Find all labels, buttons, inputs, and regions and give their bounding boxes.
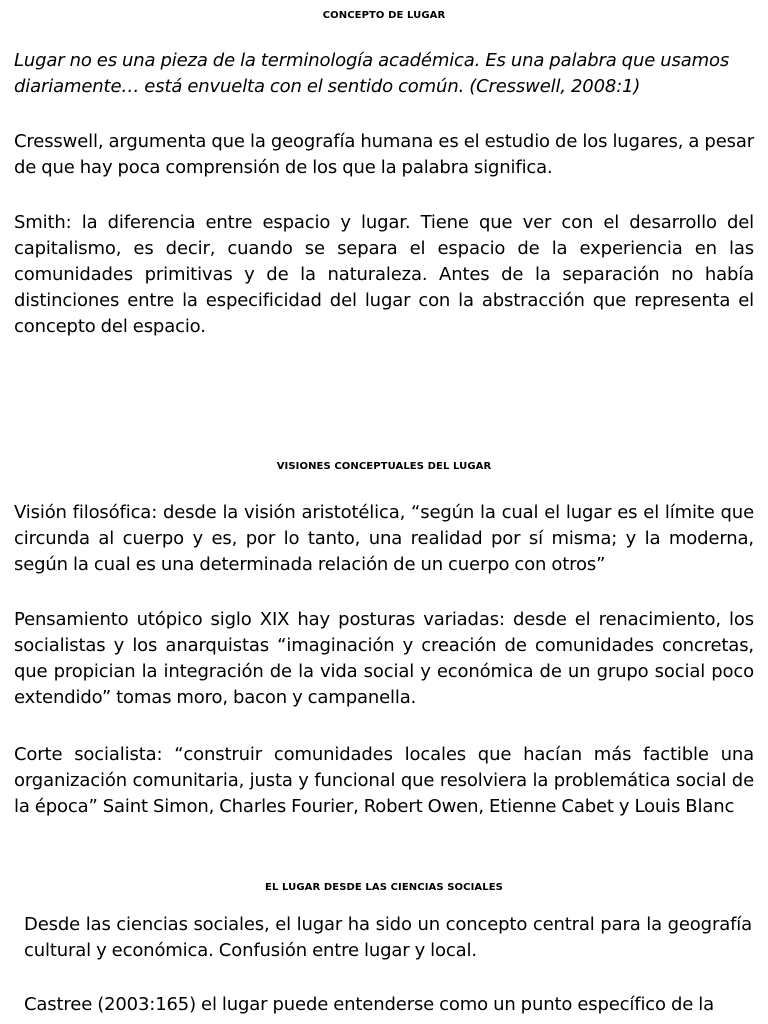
body-paragraph: Visión filosófica: desde la visión aristotélica, “según la cual el lugar es el límite que circunda al cuerpo y es, por lo tanto, una realidad por sí misma; y la moderna, según la cual es una determinada relación de un cuerpo con otros” bbox=[14, 502, 754, 575]
body-paragraph: Castree (2003:165) el lugar puede entenderse como un punto específico de la bbox=[24, 994, 714, 1015]
section-heading: VISIONES CONCEPTUALES DEL LUGAR bbox=[276, 461, 492, 472]
quote-paragraph: Lugar no es una pieza de la terminología académica. Es una palabra que usamos diariamente… está envuelta con el sentido común. (Cresswell, 2008:1) bbox=[14, 50, 730, 97]
section-heading: EL LUGAR DESDE LAS CIENCIAS SOCIALES bbox=[265, 882, 503, 893]
body-paragraph: Pensamiento utópico siglo XIX hay posturas variadas: desde el renacimiento, los socialistas y los anarquistas “imaginación y creación de comunidades concretas, que propician la integración de la vida social y económica de un grupo social poco extendido” tomas moro, bacon y campanella. bbox=[14, 609, 754, 708]
body-paragraph: Desde las ciencias sociales, el lugar ha sido un concepto central para la geografía cultural y económica. Confusión entre lugar y local. bbox=[24, 914, 752, 961]
body-paragraph: Cresswell, argumenta que la geografía humana es el estudio de los lugares, a pesar de que hay poca comprensión de los que la palabra significa. bbox=[14, 131, 754, 178]
body-paragraph: Corte socialista: “construir comunidades locales que hacían más factible una organización comunitaria, justa y funcional que resolviera la problemática social de la época” Saint Simon, Charles Fourier, Robert Owen, Etienne Cabet y Louis Blanc bbox=[14, 744, 754, 817]
section-heading: CONCEPTO DE LUGAR bbox=[322, 10, 446, 21]
body-paragraph: Smith: la diferencia entre espacio y lugar. Tiene que ver con el desarrollo del capitalismo, es decir, cuando se separa el espacio de la experiencia en las comunidades primitivas y de la naturaleza. Antes de la separación no había distinciones entre la especificidad del lugar con la abstracción que representa el concepto del espacio. bbox=[14, 212, 754, 337]
